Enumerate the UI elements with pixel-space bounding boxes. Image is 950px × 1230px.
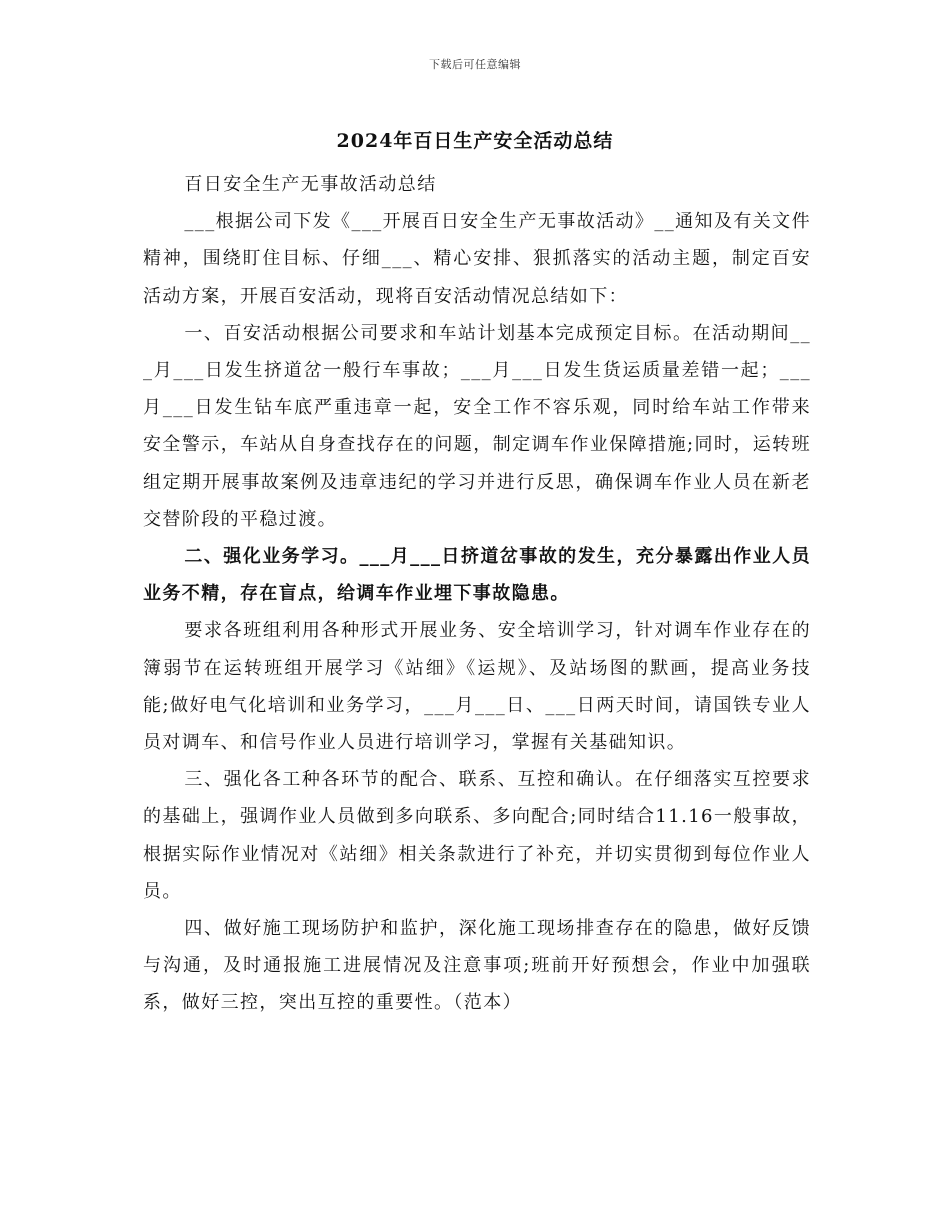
paragraph-section-2-heading: 二、强化业务学习。___月___日挤道岔事故的发生，充分暴露出作业人员业务不精，存在盲点，给调车作业埋下事故隐患。 (143, 546, 811, 605)
paragraph-section-3: 三、强化各工种各环节的配合、联系、互控和确认。在仔细落实互控要求的基础上，强调作业人员做到多向联系、多向配合;同时结合11.16一般事故，根据实际作业情况对《站细》相关条款进行了补充，并切实贯彻到每位作业人员。 (143, 769, 811, 902)
paragraph-intro: ___根据公司下发《___开展百日安全生产无事故活动》__通知及有关文件精神，围绕盯住目标、仔细___、精心安排、狠抓落实的活动主题，制定百安活动方案，开展百安活动，现将百安活动情况总结如下： (143, 211, 811, 307)
document-body (143, 166, 811, 1022)
document-title: 2024年百日生产安全活动总结 (336, 130, 614, 152)
paragraph-section-1: 一、百安活动根据公司要求和车站计划基本完成预定目标。在活动期间___月___日发生挤道岔一般行车事故；___月___日发生货运质量差错一起；___月___日发生钻车底严重违章一起，安全工作不容乐观，同时给车站工作带来安全警示，车站从自身查找存在的问题，制定调车作业保障措施;同时，运转班组定期开展事故案例及违章违纪的学习并进行反思，确保调车作业人员在新老交替阶段的平稳过渡。 (143, 322, 811, 530)
paragraph-section-2-body: 要求各班组利用各种形式开展业务、安全培训学习，针对调车作业存在的簿弱节在运转班组开展学习《站细》《运规》、及站场图的默画，提高业务技能;做好电气化培训和业务学习，___月___日、___日两天时间，请国铁专业人员对调车、和信号作业人员进行培训学习，掌握有关基础知识。 (143, 620, 811, 754)
header-note: 下载后可任意编辑 (429, 58, 521, 71)
paragraph-subtitle: 百日安全生产无事故活动总结 (184, 174, 437, 195)
paragraph-section-4: 四、做好施工现场防护和监护，深化施工现场排查存在的隐患，做好反馈与沟通，及时通报施工进展情况及注意事项;班前开好预想会，作业中加强联系，做好三控，突出互控的重要性。（范本） (143, 918, 811, 1014)
